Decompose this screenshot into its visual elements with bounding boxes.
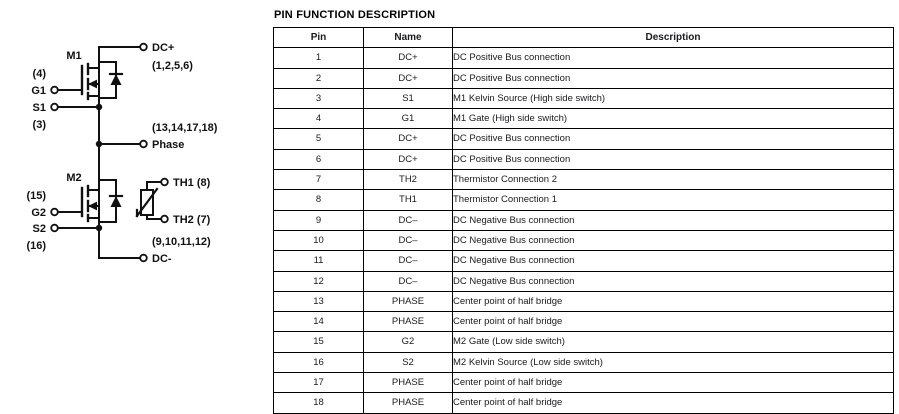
cell-pin: 7 (274, 170, 364, 190)
terminal-g2 (51, 209, 58, 216)
label-m1: M1 (66, 50, 82, 62)
cell-name: DC+ (364, 48, 453, 68)
cell-name: PHASE (364, 312, 453, 332)
schematic-canvas (0, 0, 270, 300)
table-row (274, 109, 894, 129)
table-row (274, 271, 894, 291)
cell-pin: 17 (274, 373, 364, 393)
cell-name: TH2 (364, 170, 453, 190)
cell-description: Center point of half bridge (453, 393, 894, 413)
cell-pin: 18 (274, 393, 364, 413)
cell-description: M1 Kelvin Source (High side switch) (453, 88, 894, 108)
terminal-th2 (161, 216, 168, 223)
cell-description: Center point of half bridge (453, 312, 894, 332)
m2-bulk-arrow (88, 202, 97, 211)
cell-name: G2 (364, 332, 453, 352)
label-s2: S2 (32, 223, 46, 235)
half-bridge-schematic (0, 0, 270, 300)
m2-diode-anode-triangle (111, 196, 122, 207)
label-s2-pin: (16) (26, 240, 46, 252)
m1-bulk-arrow (88, 80, 97, 89)
column-header-description: Description (453, 28, 894, 48)
terminal-dcplus (140, 44, 147, 51)
table-row (274, 352, 894, 372)
cell-name: DC+ (364, 129, 453, 149)
label-s1-pin: (3) (32, 119, 46, 131)
cell-name: S1 (364, 88, 453, 108)
cell-pin: 14 (274, 312, 364, 332)
cell-name: PHASE (364, 291, 453, 311)
junction-dot-s2 (96, 225, 102, 231)
cell-description: DC Negative Bus connection (453, 251, 894, 271)
cell-description: Thermistor Connection 1 (453, 190, 894, 210)
cell-description: M2 Kelvin Source (Low side switch) (453, 352, 894, 372)
cell-name: DC+ (364, 149, 453, 169)
table-row (274, 312, 894, 332)
table-row (274, 48, 894, 68)
table-row (274, 251, 894, 271)
cell-name: DC+ (364, 68, 453, 88)
cell-pin: 16 (274, 352, 364, 372)
cell-pin: 9 (274, 210, 364, 230)
label-g2: G2 (31, 207, 46, 219)
table-row (274, 149, 894, 169)
table-row (274, 129, 894, 149)
cell-pin: 6 (274, 149, 364, 169)
cell-name: PHASE (364, 373, 453, 393)
table-row (274, 373, 894, 393)
cell-description: DC Negative Bus connection (453, 210, 894, 230)
cell-name: DC– (364, 271, 453, 291)
label-dcplus-pins: (1,2,5,6) (152, 60, 193, 72)
cell-description: M2 Gate (Low side switch) (453, 332, 894, 352)
terminal-g1 (51, 87, 58, 94)
label-g1: G1 (31, 85, 46, 97)
table-row (274, 68, 894, 88)
cell-description: DC Positive Bus connection (453, 129, 894, 149)
cell-description: Center point of half bridge (453, 291, 894, 311)
cell-description: Thermistor Connection 2 (453, 170, 894, 190)
cell-description: DC Positive Bus connection (453, 48, 894, 68)
pin-function-table (273, 27, 894, 414)
cell-pin: 10 (274, 230, 364, 250)
cell-pin: 15 (274, 332, 364, 352)
cell-name: TH1 (364, 190, 453, 210)
pin-function-section (273, 0, 893, 414)
terminal-phase (140, 141, 147, 148)
table-row (274, 210, 894, 230)
cell-pin: 3 (274, 88, 364, 108)
table-header (274, 28, 894, 48)
cell-description: Center point of half bridge (453, 373, 894, 393)
terminal-s2 (51, 225, 58, 232)
cell-name: S2 (364, 352, 453, 372)
label-g2-pin: (15) (26, 190, 46, 202)
cell-description: M1 Gate (High side switch) (453, 109, 894, 129)
column-header-name: Name (364, 28, 453, 48)
label-dcminus: DC- (152, 253, 172, 265)
cell-pin: 4 (274, 109, 364, 129)
label-dcminus-pins: (9,10,11,12) (152, 236, 211, 248)
cell-name: DC– (364, 230, 453, 250)
cell-pin: 2 (274, 68, 364, 88)
table-row (274, 393, 894, 413)
junction-dot-phase (96, 141, 102, 147)
label-g1-pin: (4) (32, 68, 46, 80)
label-m2: M2 (66, 172, 82, 184)
table-body (274, 48, 894, 413)
junction-dot-s1 (96, 104, 102, 110)
label-s1: S1 (32, 102, 46, 114)
cell-name: DC– (364, 251, 453, 271)
m1-diode-anode-triangle (111, 74, 122, 85)
terminal-dcminus (140, 255, 147, 262)
cell-name: DC– (364, 210, 453, 230)
table-row (274, 332, 894, 352)
label-th1: TH1 (8) (173, 177, 211, 189)
cell-pin: 12 (274, 271, 364, 291)
label-dcplus: DC+ (152, 42, 175, 54)
table-row (274, 88, 894, 108)
label-th2: TH2 (7) (173, 214, 211, 226)
table-row (274, 170, 894, 190)
cell-pin: 5 (274, 129, 364, 149)
pin-function-title: PIN FUNCTION DESCRIPTION (274, 9, 436, 21)
cell-description: DC Positive Bus connection (453, 68, 894, 88)
table-row (274, 291, 894, 311)
table-row (274, 190, 894, 210)
cell-name: PHASE (364, 393, 453, 413)
column-header-pin: Pin (274, 28, 364, 48)
table-header-row (274, 28, 894, 48)
cell-description: DC Negative Bus connection (453, 230, 894, 250)
label-phase: Phase (152, 139, 185, 151)
cell-pin: 8 (274, 190, 364, 210)
cell-pin: 1 (274, 48, 364, 68)
cell-description: DC Positive Bus connection (453, 149, 894, 169)
cell-name: G1 (364, 109, 453, 129)
cell-description: DC Negative Bus connection (453, 271, 894, 291)
terminal-th1 (161, 179, 168, 186)
cell-pin: 13 (274, 291, 364, 311)
cell-pin: 11 (274, 251, 364, 271)
label-phase-pins: (13,14,17,18) (152, 122, 218, 134)
table-row (274, 230, 894, 250)
terminal-s1 (51, 104, 58, 111)
